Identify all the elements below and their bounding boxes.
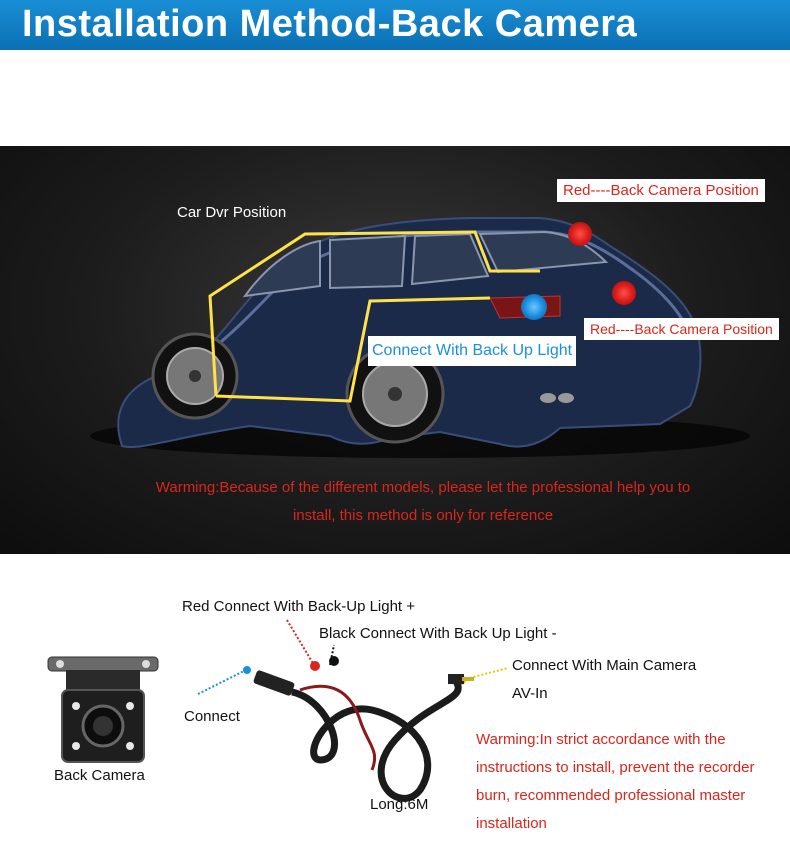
black-wire-label: Black Connect With Back Up Light - [319, 625, 557, 642]
page-title: Installation Method-Back Camera [22, 3, 638, 45]
red-wire-label: Red Connect With Back-Up Light + [182, 598, 416, 615]
connect-label: Connect [184, 708, 240, 725]
back-camera-label: Back Camera [54, 767, 145, 784]
wiring-warning-line3: burn, recommended professional master [476, 787, 746, 804]
main-camera-label-line2: AV-In [512, 685, 548, 702]
back-camera-position-label-right: Red----Back Camera Position [584, 318, 779, 340]
wiring-warning-line2: instructions to install, prevent the recorder [476, 759, 755, 776]
car-warning-line1: Warming:Because of the different models, please let the professional help you to [155, 479, 691, 496]
wiring-warning-line4: installation [476, 815, 547, 832]
cable-length-label: Long:6M [370, 796, 429, 813]
red-marker-icon [568, 222, 592, 246]
header-banner [0, 0, 790, 50]
red-marker-icon [612, 281, 636, 305]
blue-marker-icon [521, 294, 547, 320]
main-camera-label-line1: Connect With Main Camera [512, 657, 697, 674]
car-warning-line2: install, this method is only for reference [292, 507, 554, 524]
wiring-warning-line1: Warming:In strict accordance with the [476, 731, 726, 748]
car-illustration-panel [0, 146, 790, 554]
car-dvr-position-label: Car Dvr Position [177, 204, 287, 221]
backup-light-label: Connect With Back Up Light [368, 336, 576, 366]
back-camera-position-label-top: Red----Back Camera Position [557, 179, 765, 202]
